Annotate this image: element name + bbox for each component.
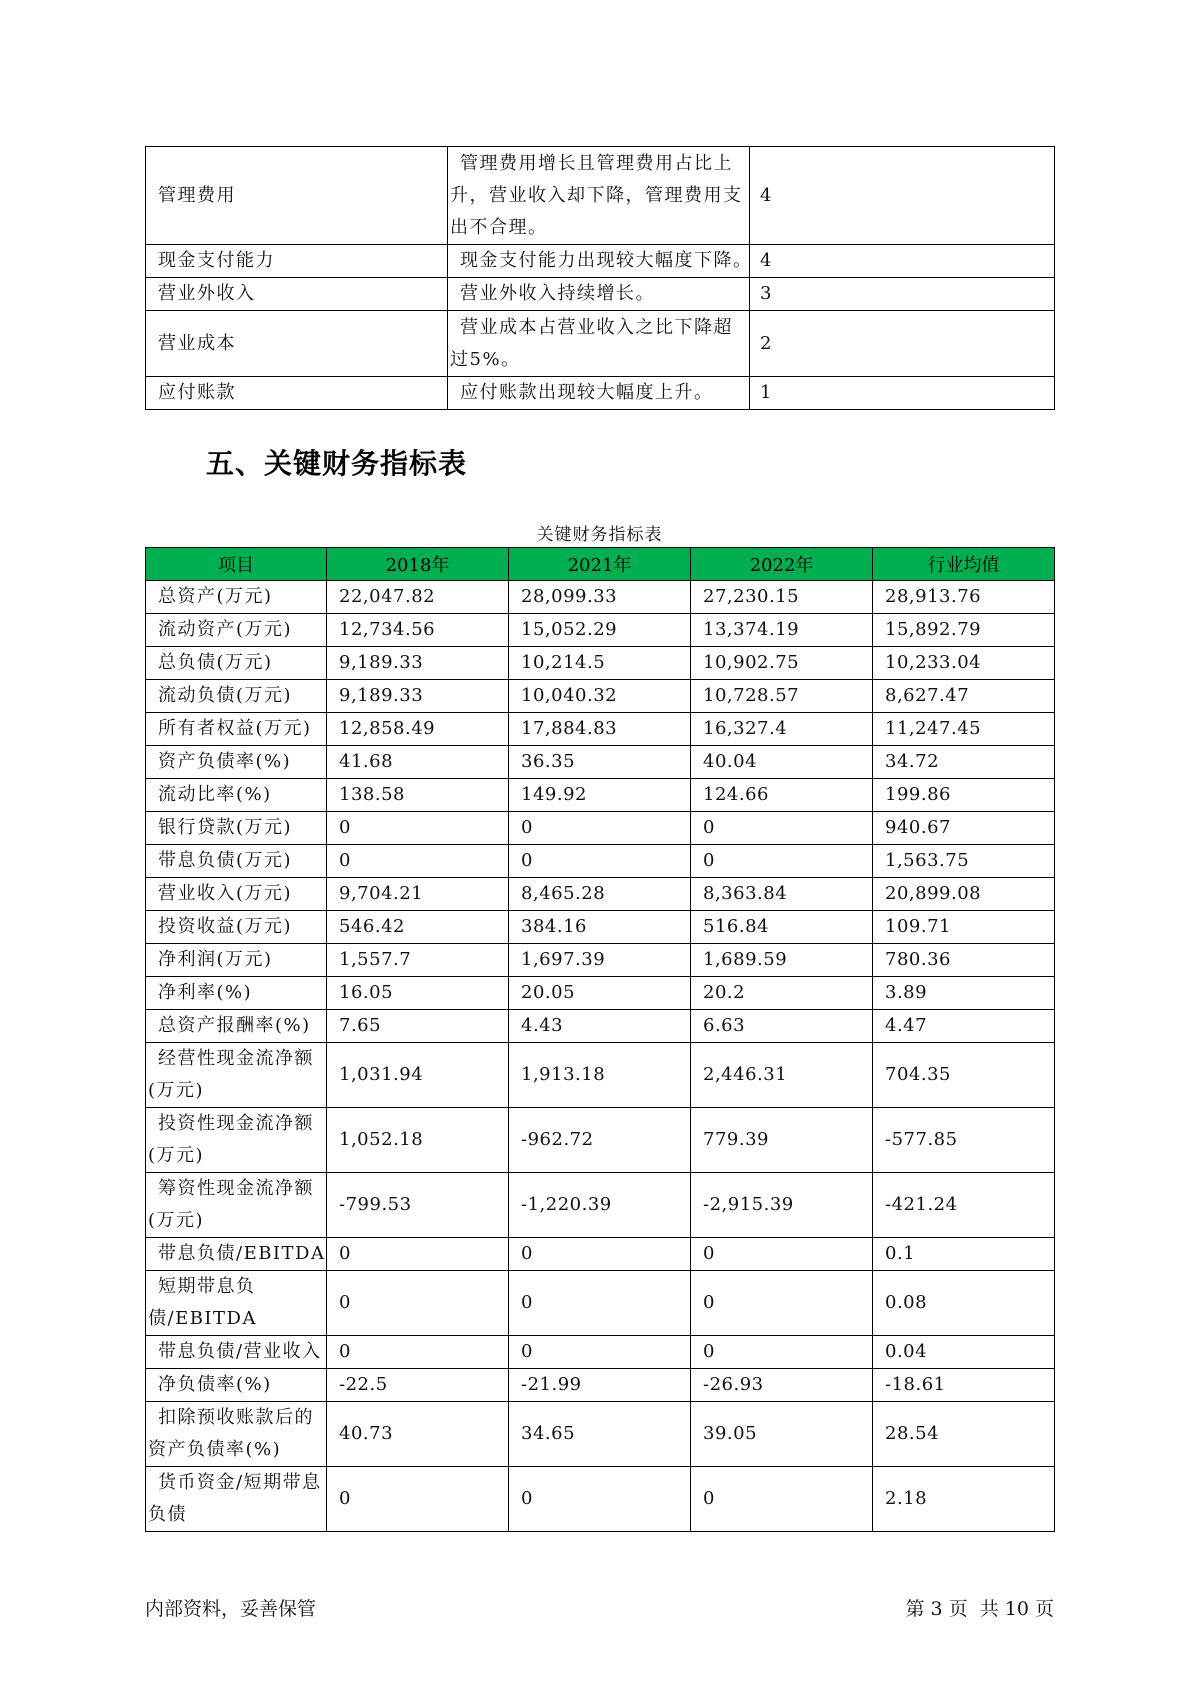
cell-value: 22,047.82 [327, 581, 509, 614]
row-label: 扣除预收账款后的资产负债率(%) [146, 1402, 327, 1467]
table-row [146, 581, 1055, 614]
cell-value: 1,563.75 [873, 845, 1055, 878]
table-row [146, 245, 1055, 278]
column-header: 2022年 [691, 548, 873, 581]
cell-value: 1,557.7 [327, 944, 509, 977]
table-row [146, 377, 1055, 410]
risk-score: 4 [750, 245, 1055, 278]
footer-confidential-note: 内部资料，妥善保管 [145, 1598, 317, 1620]
cell-value: 2,446.31 [691, 1043, 873, 1108]
table-row [146, 278, 1055, 311]
table-row [146, 614, 1055, 647]
risk-item: 营业外收入 [146, 278, 448, 311]
table-row [146, 147, 1055, 245]
table-row [146, 878, 1055, 911]
risk-score: 4 [750, 147, 1055, 245]
cell-value: 4.47 [873, 1010, 1055, 1043]
cell-value: 12,858.49 [327, 713, 509, 746]
cell-value: 28.54 [873, 1402, 1055, 1467]
column-header: 行业均值 [873, 548, 1055, 581]
cell-value: 1,689.59 [691, 944, 873, 977]
cell-value: 780.36 [873, 944, 1055, 977]
row-label: 投资性现金流净额(万元) [146, 1108, 327, 1173]
table-row [146, 1108, 1055, 1173]
table-row [146, 1010, 1055, 1043]
cell-value: 0 [691, 1336, 873, 1369]
row-label: 总资产(万元) [146, 581, 327, 614]
kpi-table [145, 547, 1055, 1532]
cell-value: 9,704.21 [327, 878, 509, 911]
table-row [146, 1467, 1055, 1532]
cell-value: 2.18 [873, 1467, 1055, 1532]
cell-value: 34.72 [873, 746, 1055, 779]
row-label: 所有者权益(万元) [146, 713, 327, 746]
table-row [146, 1238, 1055, 1271]
cell-value: 0 [509, 1238, 691, 1271]
row-label: 短期带息负债/EBITDA [146, 1271, 327, 1336]
cell-value: 138.58 [327, 779, 509, 812]
cell-value: 8,627.47 [873, 680, 1055, 713]
cell-value: 36.35 [509, 746, 691, 779]
cell-value: 546.42 [327, 911, 509, 944]
cell-value: 8,465.28 [509, 878, 691, 911]
row-label: 带息负债/EBITDA [146, 1238, 327, 1271]
cell-value: 0 [509, 1271, 691, 1336]
table-row [146, 1173, 1055, 1238]
row-label: 净利率(%) [146, 977, 327, 1010]
cell-value: 12,734.56 [327, 614, 509, 647]
risk-score: 2 [750, 311, 1055, 377]
row-label: 总资产报酬率(%) [146, 1010, 327, 1043]
row-label: 投资收益(万元) [146, 911, 327, 944]
risk-score: 1 [750, 377, 1055, 410]
table-row [146, 812, 1055, 845]
cell-value: 109.71 [873, 911, 1055, 944]
row-label: 净负债率(%) [146, 1369, 327, 1402]
cell-value: 15,892.79 [873, 614, 1055, 647]
cell-value: 10,728.57 [691, 680, 873, 713]
risk-desc: 应付账款出现较大幅度上升。 [448, 377, 750, 410]
table-caption: 关键财务指标表 [536, 525, 663, 545]
cell-value: 0 [691, 1271, 873, 1336]
cell-value: 199.86 [873, 779, 1055, 812]
cell-value: 0 [509, 1467, 691, 1532]
cell-value: 10,040.32 [509, 680, 691, 713]
table-row [146, 680, 1055, 713]
column-header: 项目 [146, 548, 327, 581]
table-row [146, 311, 1055, 377]
risk-item: 现金支付能力 [146, 245, 448, 278]
cell-value: 40.04 [691, 746, 873, 779]
row-label: 流动比率(%) [146, 779, 327, 812]
cell-value: 7.65 [327, 1010, 509, 1043]
cell-value: 10,902.75 [691, 647, 873, 680]
cell-value: 0 [509, 1336, 691, 1369]
table-row [146, 1336, 1055, 1369]
cell-value: 4.43 [509, 1010, 691, 1043]
row-label: 带息负债(万元) [146, 845, 327, 878]
cell-value: 34.65 [509, 1402, 691, 1467]
column-header: 2018年 [327, 548, 509, 581]
row-label: 流动资产(万元) [146, 614, 327, 647]
cell-value: 1,913.18 [509, 1043, 691, 1108]
cell-value: 0 [327, 812, 509, 845]
cell-value: 20,899.08 [873, 878, 1055, 911]
row-label: 净利润(万元) [146, 944, 327, 977]
cell-value: 0 [327, 1238, 509, 1271]
cell-value: 0 [327, 1336, 509, 1369]
cell-value: -22.5 [327, 1369, 509, 1402]
cell-value: 0 [691, 812, 873, 845]
cell-value: 0 [691, 1467, 873, 1532]
cell-value: 0.04 [873, 1336, 1055, 1369]
footer-page-number: 第 3 页 共 10 页 [905, 1598, 1054, 1620]
cell-value: 0 [691, 845, 873, 878]
row-label: 带息负债/营业收入 [146, 1336, 327, 1369]
table-row [146, 944, 1055, 977]
cell-value: -577.85 [873, 1108, 1055, 1173]
cell-value: 40.73 [327, 1402, 509, 1467]
cell-value: 1,697.39 [509, 944, 691, 977]
table-header-row [146, 548, 1055, 581]
risk-desc: 管理费用增长且管理费用占比上升，营业收入却下降，管理费用支出不合理。 [448, 147, 750, 245]
table-row [146, 1369, 1055, 1402]
table-row [146, 647, 1055, 680]
cell-value: 41.68 [327, 746, 509, 779]
cell-value: -421.24 [873, 1173, 1055, 1238]
table-row [146, 1271, 1055, 1336]
risk-desc: 现金支付能力出现较大幅度下降。 [448, 245, 750, 278]
cell-value: -26.93 [691, 1369, 873, 1402]
risk-desc: 营业外收入持续增长。 [448, 278, 750, 311]
row-label: 总负债(万元) [146, 647, 327, 680]
cell-value: 1,031.94 [327, 1043, 509, 1108]
cell-value: 16.05 [327, 977, 509, 1010]
cell-value: 779.39 [691, 1108, 873, 1173]
cell-value: 15,052.29 [509, 614, 691, 647]
table-row [146, 845, 1055, 878]
cell-value: 27,230.15 [691, 581, 873, 614]
risk-score: 3 [750, 278, 1055, 311]
row-label: 银行贷款(万元) [146, 812, 327, 845]
cell-value: 516.84 [691, 911, 873, 944]
risk-item: 应付账款 [146, 377, 448, 410]
cell-value: 704.35 [873, 1043, 1055, 1108]
section-heading: 五、关键财务指标表 [206, 447, 468, 480]
cell-value: 124.66 [691, 779, 873, 812]
row-label: 资产负债率(%) [146, 746, 327, 779]
table-row [146, 779, 1055, 812]
cell-value: 0.08 [873, 1271, 1055, 1336]
column-header: 2021年 [509, 548, 691, 581]
cell-value: 16,327.4 [691, 713, 873, 746]
row-label: 筹资性现金流净额(万元) [146, 1173, 327, 1238]
cell-value: -962.72 [509, 1108, 691, 1173]
cell-value: -799.53 [327, 1173, 509, 1238]
cell-value: 17,884.83 [509, 713, 691, 746]
cell-value: 20.05 [509, 977, 691, 1010]
table-row [146, 911, 1055, 944]
cell-value: 0 [327, 1271, 509, 1336]
table-row [146, 977, 1055, 1010]
cell-value: 6.63 [691, 1010, 873, 1043]
risk-item: 营业成本 [146, 311, 448, 377]
cell-value: -1,220.39 [509, 1173, 691, 1238]
row-label: 营业收入(万元) [146, 878, 327, 911]
cell-value: 3.89 [873, 977, 1055, 1010]
cell-value: -2,915.39 [691, 1173, 873, 1238]
cell-value: -21.99 [509, 1369, 691, 1402]
cell-value: 10,233.04 [873, 647, 1055, 680]
cell-value: 940.67 [873, 812, 1055, 845]
row-label: 经营性现金流净额(万元) [146, 1043, 327, 1108]
row-label: 货币资金/短期带息负债 [146, 1467, 327, 1532]
cell-value: 28,099.33 [509, 581, 691, 614]
cell-value: 0 [327, 845, 509, 878]
table-row [146, 1402, 1055, 1467]
cell-value: 1,052.18 [327, 1108, 509, 1173]
cell-value: 11,247.45 [873, 713, 1055, 746]
cell-value: 384.16 [509, 911, 691, 944]
table-row [146, 746, 1055, 779]
cell-value: 20.2 [691, 977, 873, 1010]
row-label: 流动负债(万元) [146, 680, 327, 713]
table-row [146, 1043, 1055, 1108]
cell-value: 39.05 [691, 1402, 873, 1467]
cell-value: 9,189.33 [327, 647, 509, 680]
cell-value: 0 [509, 845, 691, 878]
cell-value: 149.92 [509, 779, 691, 812]
cell-value: 0 [691, 1238, 873, 1271]
cell-value: 28,913.76 [873, 581, 1055, 614]
cell-value: 0 [509, 812, 691, 845]
cell-value: 9,189.33 [327, 680, 509, 713]
cell-value: 8,363.84 [691, 878, 873, 911]
cell-value: -18.61 [873, 1369, 1055, 1402]
cell-value: 0.1 [873, 1238, 1055, 1271]
cell-value: 0 [327, 1467, 509, 1532]
kpi-table-body [146, 581, 1055, 1532]
risk-desc: 营业成本占营业收入之比下降超过5%。 [448, 311, 750, 377]
cell-value: 10,214.5 [509, 647, 691, 680]
cell-value: 13,374.19 [691, 614, 873, 647]
risk-item: 管理费用 [146, 147, 448, 245]
risk-table [145, 146, 1055, 410]
table-row [146, 713, 1055, 746]
